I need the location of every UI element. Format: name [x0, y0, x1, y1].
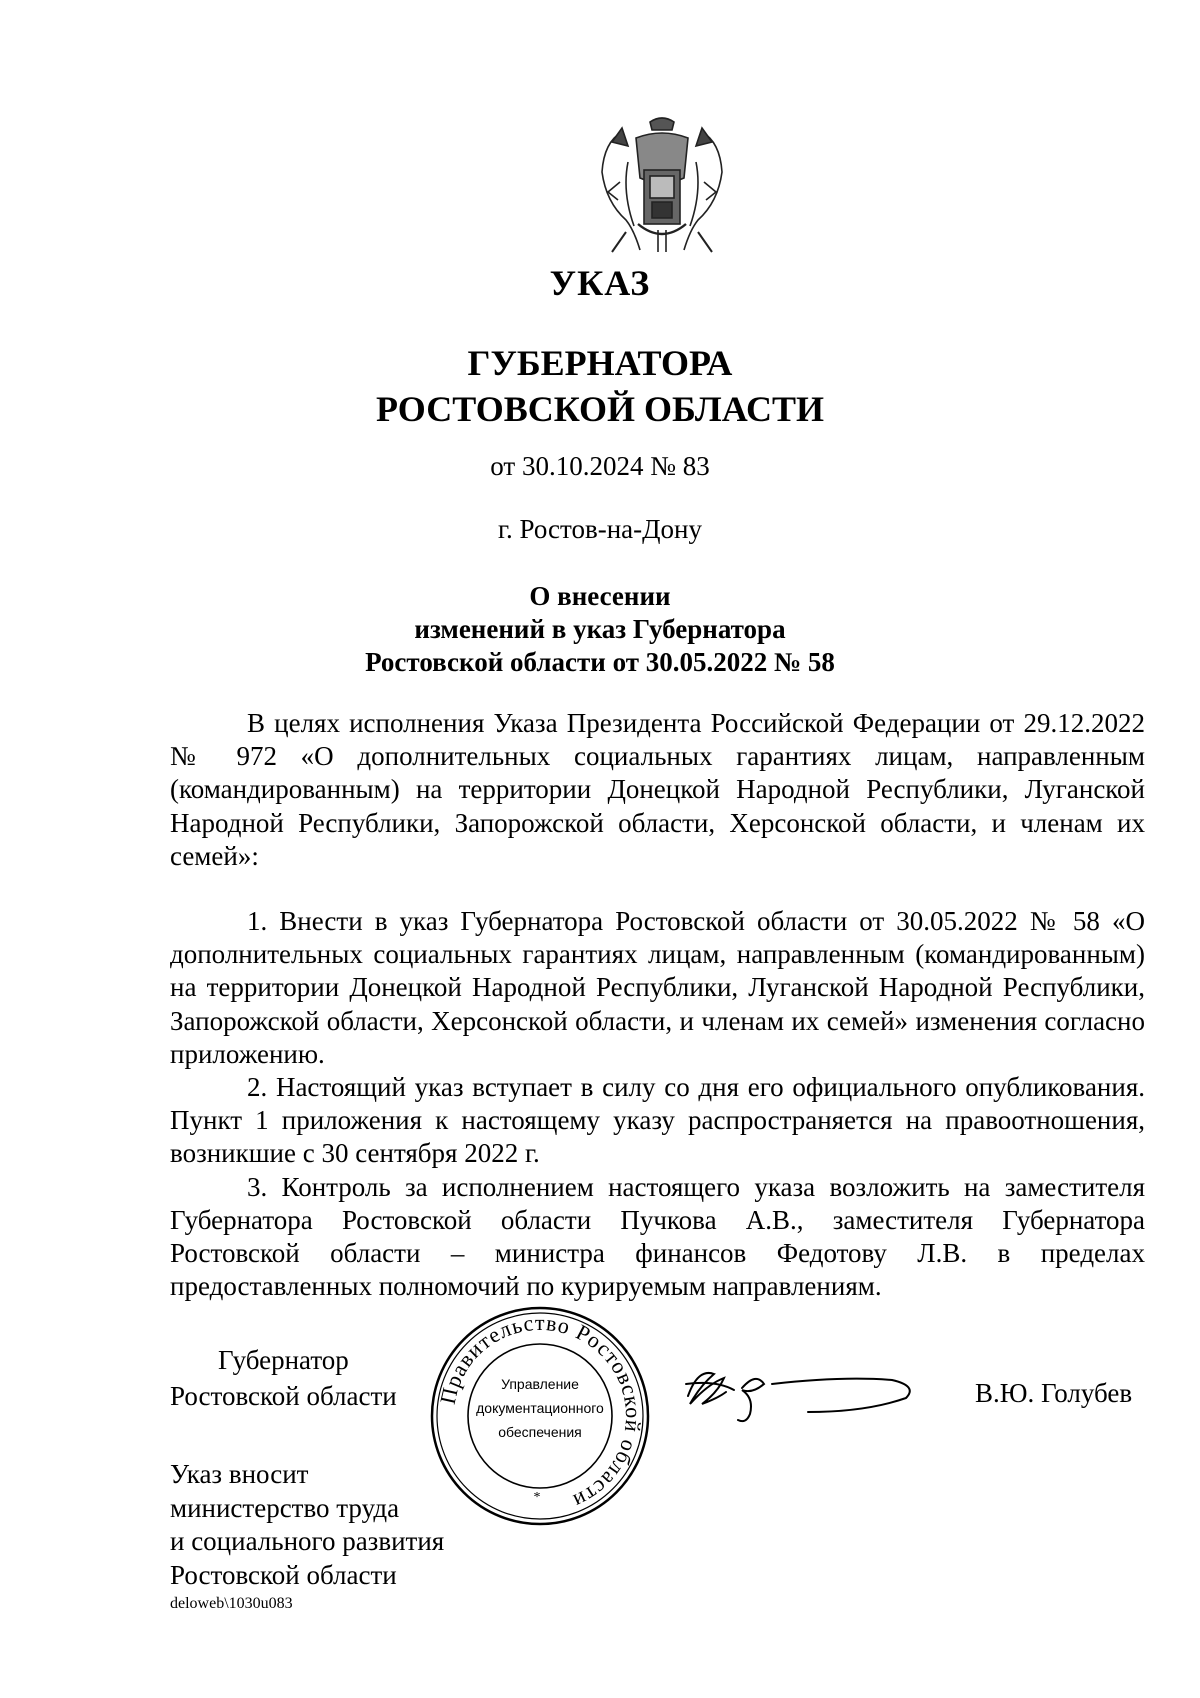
subject-line-3: Ростовской области от 30.05.2022 № 58 — [365, 647, 835, 677]
issuer-line-2: РОСТОВСКОЙ ОБЛАСТИ — [376, 389, 824, 429]
decree-items — [170, 905, 1145, 1303]
document-subject — [0, 580, 1200, 679]
seal-inner-line-3: обеспечения — [498, 1424, 582, 1440]
svg-text:*: * — [533, 1490, 541, 1505]
preamble-paragraph — [170, 707, 1145, 873]
signatory-title — [170, 1342, 397, 1414]
coat-of-arms-icon — [592, 112, 732, 262]
submitted-by-line-2: министерство труда — [170, 1492, 400, 1523]
signatory-name: В.Ю. Голубев — [975, 1378, 1133, 1408]
preamble-text: В целях исполнения Указа Президента Российской Федерации от 29.12.2022 № 972 «О дополнительных социальных гарантиях лицам, направленным (командированным) на территории Донецкой Народной Республики, Луганской Народной Республики, Запорожской области, Херсонской области, и членам их семей»: — [170, 708, 1145, 871]
subject-line-2: изменений в указ Губернатора — [414, 614, 786, 644]
seal-inner-line-2: документационного — [476, 1400, 604, 1416]
document-city: г. Ростов-на-Дону — [497, 514, 702, 544]
subject-line-1: О внесении — [529, 581, 671, 611]
issuer-line-1: ГУБЕРНАТОРА — [467, 343, 733, 383]
seal-ring-text: Правительство Ростовской области — [434, 1309, 647, 1515]
seal-inner-line-1: Управление — [501, 1376, 579, 1392]
footer-code: deloweb\1030u083 — [170, 1595, 293, 1612]
submitted-by-line-4: Ростовской области — [170, 1559, 397, 1590]
submitted-by-line-3: и социального развития — [170, 1526, 445, 1556]
decree-item-1: 1. Внести в указ Губернатора Ростовской области от 30.05.2022 № 58 «О дополнительных социальных гарантиях лицам, направленным (командированным) на территории Донецкой Народной Республики, Луганской Народной Республики, Запорожской области, Херсонской области, и членам их семей» изменения согласно приложению. — [170, 906, 1145, 1069]
signatory-title-line-1: Губернатор — [218, 1345, 349, 1375]
decree-item-2: 2. Настоящий указ вступает в силу со дня его официального опубликования. Пункт 1 приложения к настоящему указу распространяется на правоотношения, возникшие с 30 сентября 2022 г. — [170, 1072, 1145, 1169]
submitted-by-line-1: Указ вносит — [170, 1459, 309, 1489]
official-seal-icon — [427, 1303, 653, 1529]
handwritten-signature — [680, 1358, 930, 1428]
document-date-number: от 30.10.2024 № 83 — [490, 451, 710, 481]
document-type-heading: УКАЗ — [549, 263, 651, 303]
decree-item-3: 3. Контроль за исполнением настоящего указа возложить на заместителя Губернатора Ростовской области Пучкова А.В., заместителя Губернатора Ростовской области – министра финансов Федотову Л.В. в пределах предоставленных полномочий по курируемым направлениям. — [170, 1171, 1145, 1302]
signatory-title-line-2: Ростовской области — [170, 1381, 397, 1411]
issuer-heading — [0, 340, 1200, 432]
submitted-by — [170, 1458, 444, 1592]
